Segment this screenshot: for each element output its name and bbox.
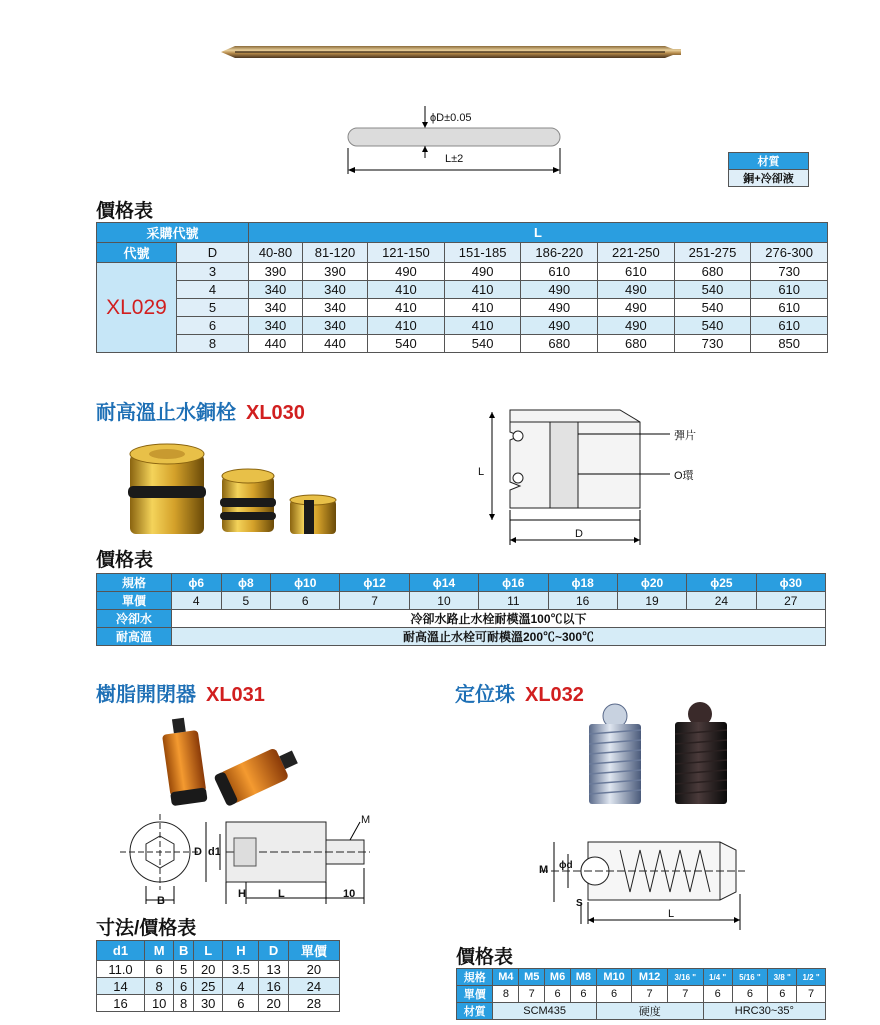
spec-cell: ϕ16 <box>479 574 548 592</box>
L-range-header: 81-120 <box>302 243 367 263</box>
L-range-header: 186-220 <box>521 243 598 263</box>
xl030-price-table <box>96 573 826 646</box>
price-cell: 6 <box>768 986 797 1003</box>
xl029-price-table <box>96 222 828 353</box>
price-cell: 610 <box>598 263 675 281</box>
spec-cell: ϕ18 <box>548 574 617 592</box>
dimension-cell: 13 <box>259 961 288 978</box>
plunger-M-label: M <box>539 864 549 876</box>
d-value: 3 <box>177 263 249 281</box>
dimension-cell: 8 <box>145 978 174 995</box>
resin-opener-photo <box>150 712 320 812</box>
L-range-header: 221-250 <box>598 243 675 263</box>
opener-M-label: M <box>361 814 371 826</box>
spec-cell: ϕ14 <box>409 574 478 592</box>
plunger-d-label: ϕd <box>559 860 573 871</box>
price-cell: 24 <box>687 592 756 610</box>
price-cell: 490 <box>521 317 598 335</box>
price-cell: 490 <box>598 317 675 335</box>
xl032-price-table <box>456 968 826 1020</box>
column-header: M <box>145 941 174 961</box>
dimension-cell: 8 <box>174 995 194 1012</box>
dimension-cell: 25 <box>194 978 223 995</box>
spec-cell: 3/8 " <box>768 969 797 986</box>
price-cell: 340 <box>249 281 303 299</box>
price-cell: 490 <box>368 263 445 281</box>
price-cell: 440 <box>249 335 303 353</box>
spec-cell: M5 <box>519 969 545 986</box>
price-cell: 340 <box>249 317 303 335</box>
xl030-code: XL030 <box>246 402 305 424</box>
price-cell: 540 <box>368 335 445 353</box>
price-cell: 410 <box>444 317 521 335</box>
dimension-cell: 10 <box>145 995 174 1012</box>
material-value: 銅+冷卻液 <box>729 170 809 187</box>
d-value: 5 <box>177 299 249 317</box>
plunger-spec-label: 規格 <box>457 969 493 986</box>
spec-cell: ϕ12 <box>340 574 409 592</box>
opener-d1-label: d1 <box>208 846 221 858</box>
price-cell: 730 <box>751 263 828 281</box>
opener-L-label: L <box>278 888 285 900</box>
table-row <box>97 335 828 353</box>
material-hardness: 硬度 <box>596 1003 703 1020</box>
price-cell: 390 <box>302 263 367 281</box>
spec-cell: M6 <box>545 969 571 986</box>
plug-L-label: L <box>478 466 485 478</box>
price-cell: 540 <box>444 335 521 353</box>
price-cell: 6 <box>703 986 732 1003</box>
xl032-name: 定位珠 <box>455 684 515 706</box>
d-value: 4 <box>177 281 249 299</box>
material-header: 材質 <box>729 153 809 170</box>
L-range-header: 121-150 <box>368 243 445 263</box>
price-cell: 410 <box>368 299 445 317</box>
dimension-cell: 16 <box>97 995 145 1012</box>
column-header: 單價 <box>288 941 339 961</box>
price-cell: 8 <box>493 986 519 1003</box>
material-hrc: HRC30~35° <box>703 1003 825 1020</box>
price-cell: 610 <box>751 281 828 299</box>
price-cell: 340 <box>249 299 303 317</box>
spec-label: 規格 <box>97 574 172 592</box>
copper-rod-photo <box>215 40 685 64</box>
price-cell: 6 <box>732 986 768 1003</box>
dimension-cell: 11.0 <box>97 961 145 978</box>
spec-cell: ϕ20 <box>617 574 686 592</box>
xl030-name: 耐高溫止水銅栓 <box>96 402 236 424</box>
price-cell: 680 <box>674 263 751 281</box>
price-cell: 410 <box>368 281 445 299</box>
price-cell: 440 <box>302 335 367 353</box>
dimension-cell: 3.5 <box>223 961 259 978</box>
dimension-cell: 6 <box>174 978 194 995</box>
rod-length-label: L±2 <box>445 153 464 165</box>
price-cell: 27 <box>756 592 825 610</box>
spec-cell: M8 <box>570 969 596 986</box>
spec-cell: ϕ8 <box>221 574 271 592</box>
price-cell: 6 <box>271 592 340 610</box>
dimension-cell: 4 <box>223 978 259 995</box>
price-cell: 340 <box>302 317 367 335</box>
column-header: L <box>194 941 223 961</box>
price-cell: 540 <box>674 281 751 299</box>
xl032-title <box>455 678 584 707</box>
price-cell: 7 <box>340 592 409 610</box>
opener-10-label: 10 <box>343 888 356 900</box>
price-cell: 16 <box>548 592 617 610</box>
xl029-material-table <box>728 152 809 187</box>
dimension-cell: 20 <box>259 995 288 1012</box>
resin-opener-drawing <box>120 812 380 907</box>
price-cell: 680 <box>521 335 598 353</box>
price-cell: 7 <box>519 986 545 1003</box>
cold-label: 冷卻水 <box>97 610 172 628</box>
spec-cell: 3/16 " <box>667 969 703 986</box>
dimension-cell: 20 <box>288 961 339 978</box>
L-range-header: 276-300 <box>751 243 828 263</box>
plunger-material-label: 材質 <box>457 1003 493 1020</box>
dimension-cell: 20 <box>194 961 223 978</box>
price-cell: 490 <box>521 299 598 317</box>
plunger-price-label: 單價 <box>457 986 493 1003</box>
column-header: H <box>223 941 259 961</box>
xl031-name: 樹脂開閉器 <box>96 684 196 706</box>
rod-diameter-label: ϕD±0.05 <box>430 112 472 124</box>
xl030-title <box>96 396 305 425</box>
dimension-cell: 5 <box>174 961 194 978</box>
xl029-code-cell: XL029 <box>97 263 177 353</box>
opener-B-label: B <box>157 895 165 907</box>
purchase-code-header: 采購代號 <box>97 223 249 243</box>
price-cell: 610 <box>751 317 828 335</box>
dimension-cell: 28 <box>288 995 339 1012</box>
brass-plug-photo <box>120 440 360 540</box>
price-cell: 6 <box>545 986 571 1003</box>
table-row <box>97 961 340 978</box>
d-value: 6 <box>177 317 249 335</box>
price-cell: 7 <box>797 986 826 1003</box>
dimension-cell: 14 <box>97 978 145 995</box>
price-cell: 340 <box>302 299 367 317</box>
plunger-S-label: S <box>576 898 583 909</box>
price-cell: 540 <box>674 299 751 317</box>
plunger-L-label: L <box>668 908 675 920</box>
price-cell: 6 <box>596 986 632 1003</box>
spec-cell: 5/16 " <box>732 969 768 986</box>
dimension-cell: 6 <box>223 995 259 1012</box>
spec-cell: ϕ6 <box>172 574 222 592</box>
price-cell: 390 <box>249 263 303 281</box>
xl031-price-table <box>96 940 340 1012</box>
xl032-price-title: 價格表 <box>456 947 514 968</box>
column-header: B <box>174 941 194 961</box>
price-cell: 7 <box>632 986 668 1003</box>
xl029-price-title: 價格表 <box>96 201 154 222</box>
price-cell: 11 <box>479 592 548 610</box>
xl031-price-title: 寸法/價格表 <box>96 918 197 939</box>
spec-cell: ϕ10 <box>271 574 340 592</box>
table-row <box>97 299 828 317</box>
opener-D-label: D <box>194 846 202 858</box>
price-cell: 6 <box>570 986 596 1003</box>
L-range-header: 151-185 <box>444 243 521 263</box>
opener-H-label: H <box>238 888 246 900</box>
hot-label: 耐高溫 <box>97 628 172 646</box>
price-cell: 7 <box>667 986 703 1003</box>
spec-cell: M10 <box>596 969 632 986</box>
cold-text: 冷卻水路止水栓耐模溫100℃以下 <box>172 610 826 628</box>
xl031-code: XL031 <box>206 684 265 706</box>
plug-D-label: D <box>575 528 583 540</box>
dimension-cell: 24 <box>288 978 339 995</box>
price-cell: 5 <box>221 592 271 610</box>
code-header: 代號 <box>97 243 177 263</box>
table-row <box>97 995 340 1012</box>
column-header: d1 <box>97 941 145 961</box>
spec-cell: ϕ25 <box>687 574 756 592</box>
price-cell: 850 <box>751 335 828 353</box>
spec-cell: M12 <box>632 969 668 986</box>
price-cell: 490 <box>598 299 675 317</box>
L-range-header: 40-80 <box>249 243 303 263</box>
price-cell: 680 <box>598 335 675 353</box>
hot-text: 耐高溫止水栓可耐模溫200℃~300℃ <box>172 628 826 646</box>
material-scm435: SCM435 <box>493 1003 596 1020</box>
spec-cell: 1/2 " <box>797 969 826 986</box>
xl030-price-title: 價格表 <box>96 550 154 571</box>
dimension-cell: 30 <box>194 995 223 1012</box>
D-header: D <box>177 243 249 263</box>
column-header: D <box>259 941 288 961</box>
price-cell: 410 <box>444 281 521 299</box>
table-row <box>97 281 828 299</box>
price-cell: 730 <box>674 335 751 353</box>
table-row <box>97 263 828 281</box>
d-value: 8 <box>177 335 249 353</box>
price-cell: 490 <box>521 281 598 299</box>
price-cell: 540 <box>674 317 751 335</box>
spring-label: 彈片 <box>674 430 696 442</box>
ball-plunger-photo <box>575 700 745 810</box>
price-cell: 19 <box>617 592 686 610</box>
price-cell: 10 <box>409 592 478 610</box>
ball-plunger-drawing <box>540 832 750 932</box>
price-cell: 610 <box>521 263 598 281</box>
xl031-title <box>96 678 265 707</box>
oring-label: O環 <box>674 470 694 482</box>
table-row <box>97 317 828 335</box>
dimension-cell: 6 <box>145 961 174 978</box>
xl032-code: XL032 <box>525 684 584 706</box>
table-row <box>97 978 340 995</box>
price-cell: 340 <box>302 281 367 299</box>
L-range-header: 251-275 <box>674 243 751 263</box>
price-label: 單價 <box>97 592 172 610</box>
spec-cell: ϕ30 <box>756 574 825 592</box>
L-header: L <box>249 223 828 243</box>
spec-cell: 1/4 " <box>703 969 732 986</box>
price-cell: 610 <box>751 299 828 317</box>
price-cell: 490 <box>444 263 521 281</box>
price-cell: 410 <box>444 299 521 317</box>
price-cell: 410 <box>368 317 445 335</box>
dimension-cell: 16 <box>259 978 288 995</box>
spec-cell: M4 <box>493 969 519 986</box>
price-cell: 490 <box>598 281 675 299</box>
price-cell: 4 <box>172 592 222 610</box>
